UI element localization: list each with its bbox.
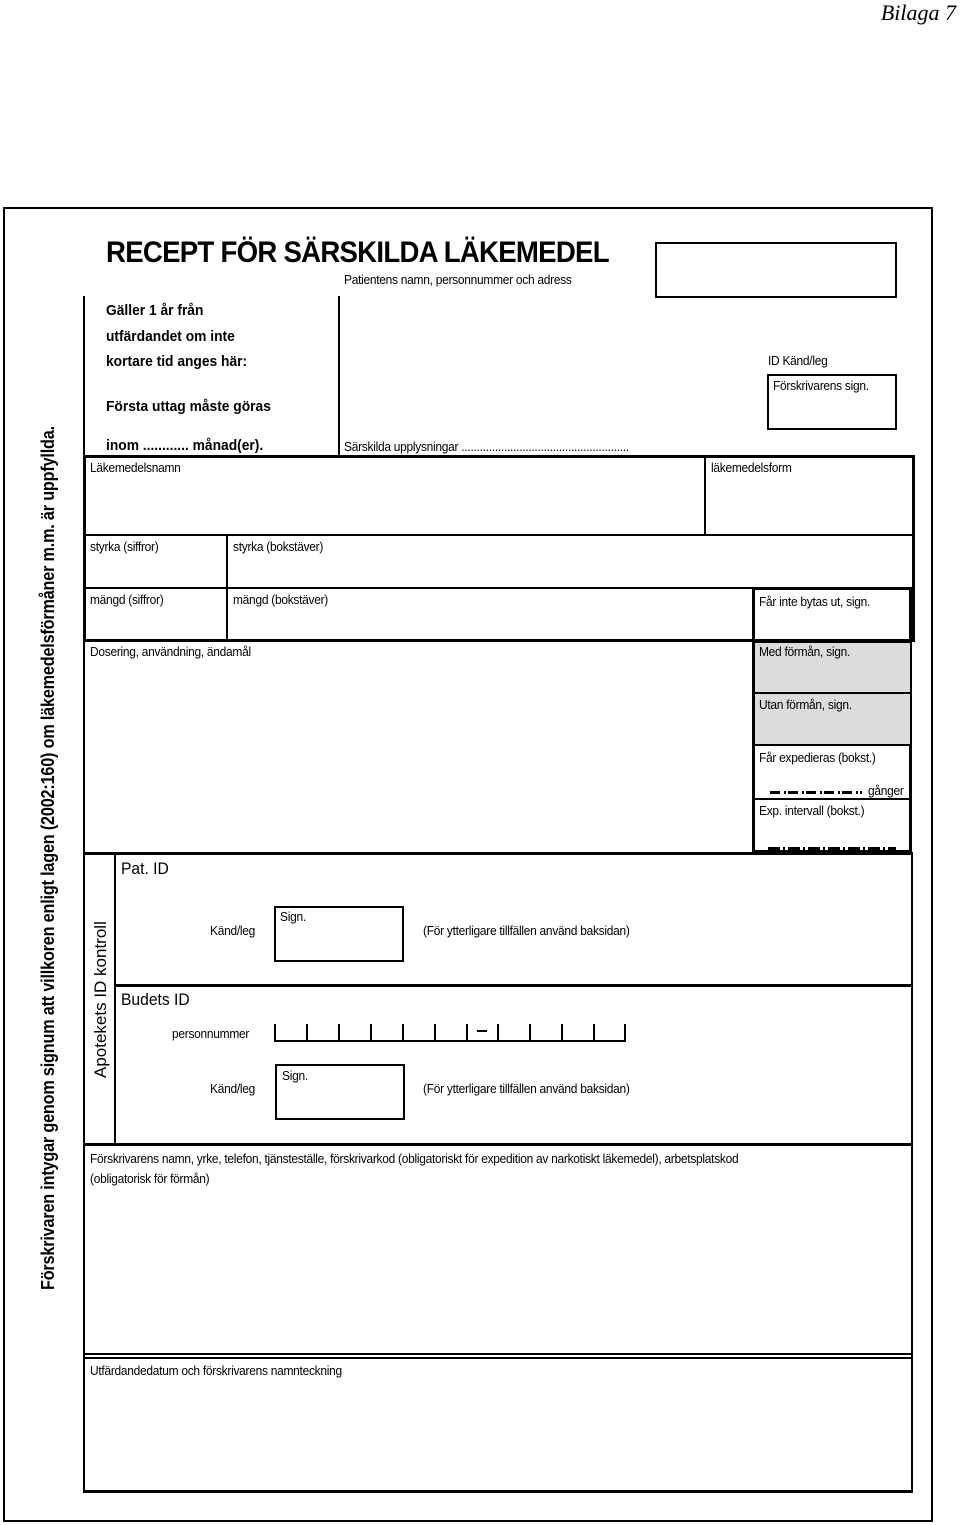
within-months-field[interactable]: inom ............ månad(er). [106,437,264,454]
divider [752,640,912,643]
divider [752,798,912,800]
divider [338,296,340,456]
times-dashes[interactable] [770,791,862,794]
divider [83,1490,913,1493]
divider [752,692,912,694]
pat-id-label: Pat. ID [121,859,169,878]
personal-number-field[interactable] [274,1021,626,1042]
form-title: RECEPT FÖR SÄRSKILDA LÄKEMEDEL [106,236,609,269]
divider [226,535,228,641]
id-known-label: ID Känd/leg [768,353,828,368]
known-leg-label-2: Känd/leg [210,1081,256,1096]
drug-form-label: läkemedelsform [711,460,792,475]
validity-line-3: kortare tid anges här: [106,353,248,370]
strength-digits-label: styrka (siffror) [90,539,159,554]
first-withdrawal-label: Första uttag måste göras [106,398,271,415]
courier-id-label: Budets ID [121,990,190,1009]
sign-label-2: Sign. [282,1068,308,1083]
personal-number-ticks [274,1021,626,1040]
divider [83,534,913,536]
divider [114,852,116,1144]
drug-name-label: Läkemedelsnamn [90,460,181,475]
pharmacy-id-check-label: Apotekets ID kontroll [91,921,110,1078]
special-info-field[interactable]: Särskilda upplysningar ....................................................... [344,439,629,454]
divider [114,984,912,987]
further-occasions-1: (För ytterligare tillfällen använd baksidan) [423,923,630,938]
amount-digits-label: mängd (siffror) [90,592,164,607]
amount-letters-label: mängd (bokstäver) [233,592,329,607]
strength-letters-label: styrka (bokstäver) [233,539,324,554]
top-right-box [655,242,897,298]
divider [911,852,913,1492]
validity-line-2: utfärdandet om inte [106,328,235,345]
personal-number-label: personnummer [172,1026,250,1041]
interval-dashes[interactable] [768,847,896,850]
divider [83,1143,913,1146]
may-dispense-label: Får expedieras (bokst.) [759,750,876,765]
without-benefit-label: Utan förmån, sign. [759,697,852,712]
dosage-label: Dosering, användning, ändamål [90,644,251,659]
divider [704,455,706,535]
no-substitute-label: Får inte bytas ut, sign. [759,594,871,609]
prescriber-details-line-2: (obligatorisk för förmån) [90,1171,210,1186]
known-leg-label-1: Känd/leg [210,923,256,938]
side-certification-text: Förskrivaren intygar genom signum att villkoren enligt lagen (2002:160) om läkemedelsförmåner m.m. är uppfyllda. [38,426,58,1290]
times-label: gånger [868,783,904,798]
with-benefit-label: Med förmån, sign. [759,644,851,659]
further-occasions-2: (För ytterligare tillfällen använd baksidan) [423,1081,630,1096]
prescriber-sign-label: Förskrivarens sign. [773,378,869,393]
page-label: Bilaga 7 [880,0,956,25]
validity-line-1: Gäller 1 år från [106,302,204,319]
exp-interval-label: Exp. intervall (bokst.) [759,803,865,818]
divider [83,1357,913,1359]
divider [83,1353,913,1355]
issue-date-label: Utfärdandedatum och förskrivarens namnteckning [90,1363,342,1378]
patient-label: Patientens namn, personnummer och adress [344,272,572,287]
divider [752,744,912,746]
prescriber-details-line-1: Förskrivarens namn, yrke, telefon, tjänsteställe, förskrivarkod (obligatoriskt för expedition av narkotiskt läkemedel), arbetsplatskod [90,1151,739,1166]
sign-label-1: Sign. [280,909,306,924]
divider [83,852,913,855]
